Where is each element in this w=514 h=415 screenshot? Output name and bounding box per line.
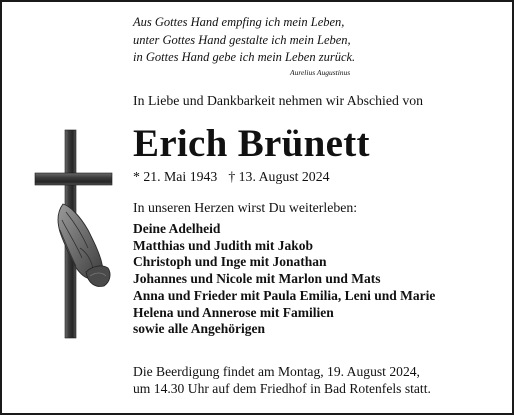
funeral-line: um 14.30 Uhr auf dem Friedhof in Bad Rotenfels statt. — [133, 381, 431, 396]
mourners-intro: In unseren Herzen wirst Du weiterleben: — [133, 200, 358, 215]
mourners-list — [133, 221, 435, 338]
poem-author: Aurelius Augustinus — [290, 68, 351, 77]
mourner-line: sowie alle Angehörigen — [133, 321, 265, 337]
mourner-line: Matthias und Judith mit Jakob — [133, 237, 314, 253]
poem — [133, 14, 355, 67]
deceased-name: Erich Brünett — [133, 122, 370, 165]
poem-line: unter Gottes Hand gestalte ich mein Leben, — [133, 32, 351, 47]
cross-with-praying-hands-icon — [30, 126, 120, 342]
birth-date: * 21. Mai 1943 — [133, 169, 218, 184]
funeral-info — [133, 363, 431, 397]
funeral-line: Die Beerdigung findet am Montag, 19. August 2024, — [133, 364, 420, 379]
mourner-line: Anna und Frieder mit Paula Emilia, Leni und Marie — [133, 287, 436, 303]
poem-line: Aus Gottes Hand empfing ich mein Leben, — [133, 15, 345, 29]
mourner-line: Johannes und Nicole mit Marlon und Mats — [133, 271, 381, 287]
intro-text: In Liebe und Dankbarkeit nehmen wir Abschied von — [133, 93, 424, 108]
mourner-line: Christoph und Inge mit Jonathan — [133, 254, 327, 270]
mourner-line: Deine Adelheid — [133, 221, 221, 236]
death-date: † 13. August 2024 — [228, 169, 330, 184]
poem-line: in Gottes Hand gebe ich mein Leben zurück. — [133, 50, 356, 64]
mourner-line: Helena und Annerose mit Familien — [133, 304, 334, 320]
life-dates — [133, 168, 330, 185]
